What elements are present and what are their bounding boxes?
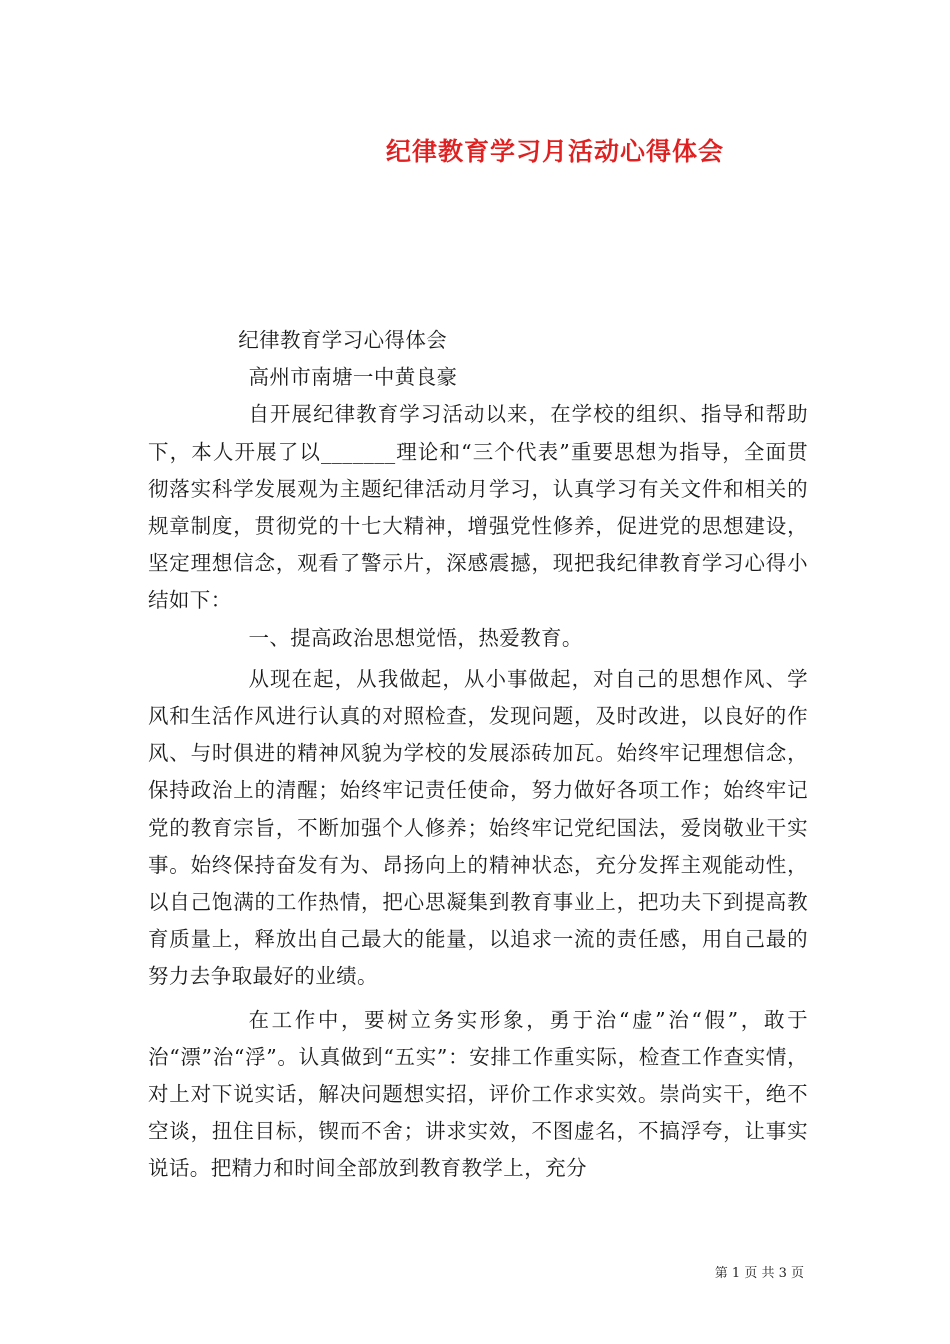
- page-number-footer: 第 1 页 共 3 页: [714, 1266, 804, 1281]
- author-line: 高州市南塘一中黄良豪: [248, 365, 458, 390]
- paragraph-section-1: 从现在起，从我做起，从小事做起，对自己的思想作风、学风和生活作风进行认真的对照检查，发现问题，及时改进，以良好的作风、与时俱进的精神风貌为学校的发展添砖加瓦。始终牢记理想信念，保持政治上的清醒；始终牢记责任使命，努力做好各项工作；始终牢记党的教育宗旨，不断加强个人修养；始终牢记党纪国法，爱岗敬业干实事。始终保持奋发有为、昂扬向上的精神状态，充分发挥主观能动性，以自己饱满的工作热情，把心思凝集到教育事业上，把功夫下到提高教育质量上，释放出自己最大的能量，以追求一流的责任感，用自己最的努力去争取最好的业绩。: [148, 666, 808, 989]
- document-title: 纪律教育学习月活动心得体会: [385, 137, 724, 166]
- paragraph-work: 在工作中，要树立务实形象，勇于治“虚”治“假”，敢于治“漂”治“浮”。认真做到“五实”：安排工作重实际，检查工作查实情，对上对下说实话，解决问题想实招，评价工作求实效。崇尚实干，绝不空谈，扭住目标，锲而不舍；讲求实效，不图虚名，不搞浮夸，让事实说话。把精力和时间全部放到教育教学上，充分: [148, 1007, 808, 1181]
- document-body: [148, 322, 808, 1188]
- paragraph-intro: 自开展纪律教育学习活动以来，在学校的组织、指导和帮助下，本人开展了以_______理论和“三个代表”重要思想为指导，全面贯彻落实科学发展观为主题纪律活动月学习，认真学习有关文件和相关的规章制度，贯彻党的十七大精神，增强党性修养，促进党的思想建设，坚定理想信念，观看了警示片，深感震撼，现把我纪律教育学习心得小结如下：: [148, 402, 808, 613]
- subtitle: 纪律教育学习心得体会: [238, 328, 448, 352]
- section-heading-1: 一、提高政治思想觉悟，热爱教育。: [248, 625, 583, 650]
